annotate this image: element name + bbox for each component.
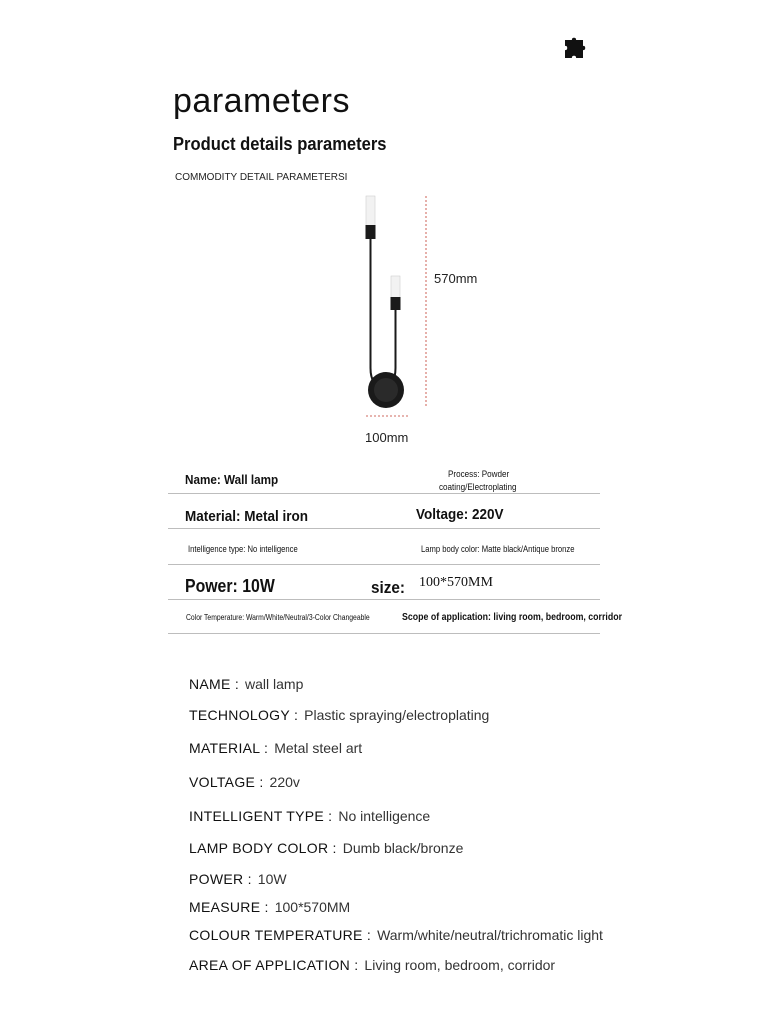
detail-label: LAMP BODY COLOR :: [189, 840, 337, 856]
spec-power: Power: 10W: [185, 576, 275, 596]
spec-name: Name: Wall lamp: [185, 472, 279, 487]
detail-label: COLOUR TEMPERATURE :: [189, 927, 372, 943]
detail-row: [189, 707, 489, 723]
detail-row: [189, 740, 362, 756]
lamp-shade-tall: [366, 196, 375, 226]
detail-label: INTELLIGENT TYPE :: [189, 808, 333, 824]
page-title: parameters: [173, 82, 350, 120]
page-subtitle: Product details parameters: [173, 134, 387, 154]
lamp-shade-short: [391, 276, 400, 298]
detail-row: [189, 774, 300, 790]
height-label: 570mm: [434, 271, 478, 286]
spec-process-line1: Process: Powder: [448, 469, 510, 479]
detail-value: 10W: [257, 871, 287, 887]
spec-divider: [168, 599, 600, 600]
detail-label: VOLTAGE :: [189, 774, 264, 790]
detail-value: Metal steel art: [274, 740, 363, 756]
detail-row: [189, 927, 603, 943]
detail-row: [189, 676, 303, 692]
spec-intelligence: Intelligence type: No intelligence: [188, 544, 298, 554]
detail-value: 220v: [269, 774, 300, 790]
detail-value: Plastic spraying/electroplating: [304, 707, 490, 723]
spec-scope: Scope of application: living room, bedroom, corridor: [402, 612, 623, 623]
page-caption: COMMODITY DETAIL PARAMETERSI: [175, 172, 348, 183]
spec-size-value: 100*570MM: [419, 575, 493, 590]
spec-material: Material: Metal iron: [185, 508, 309, 525]
detail-value: 100*570MM: [274, 899, 351, 915]
detail-row: [189, 899, 350, 915]
detail-value: Warm/white/neutral/trichromatic light: [377, 927, 603, 943]
spec-divider: [168, 564, 600, 565]
spec-divider: [168, 493, 600, 494]
detail-value: wall lamp: [245, 676, 304, 692]
puzzle-piece-icon: [563, 36, 591, 60]
detail-row: [189, 840, 463, 856]
detail-row: [189, 957, 555, 973]
detail-value: Dumb black/bronze: [342, 840, 464, 856]
detail-label: AREA OF APPLICATION :: [189, 957, 359, 973]
spec-body-color: Lamp body color: Matte black/Antique bronze: [421, 544, 575, 554]
detail-label: NAME :: [189, 676, 240, 692]
detail-value: No intelligence: [338, 808, 431, 824]
detail-row: [189, 808, 430, 824]
spec-size-label: size:: [371, 578, 406, 597]
detail-label: MEASURE :: [189, 899, 269, 915]
detail-label: MATERIAL :: [189, 740, 269, 756]
spec-color-temperature: Color Temperature: Warm/White/Neutral/3-Color Changeable: [186, 613, 370, 622]
spec-process-line2: coating/Electroplating: [439, 482, 517, 492]
wall-lamp-diagram: [340, 190, 520, 452]
spec-divider: [168, 528, 600, 529]
lamp-holder-tall: [366, 225, 376, 239]
detail-label: TECHNOLOGY :: [189, 707, 299, 723]
spec-divider: [168, 633, 600, 634]
detail-row: [189, 871, 287, 887]
width-label: 100mm: [365, 430, 409, 445]
spec-voltage: Voltage: 220V: [416, 506, 504, 523]
lamp-holder-short: [391, 297, 401, 310]
detail-label: POWER :: [189, 871, 252, 887]
detail-value: Living room, bedroom, corridor: [364, 957, 556, 973]
